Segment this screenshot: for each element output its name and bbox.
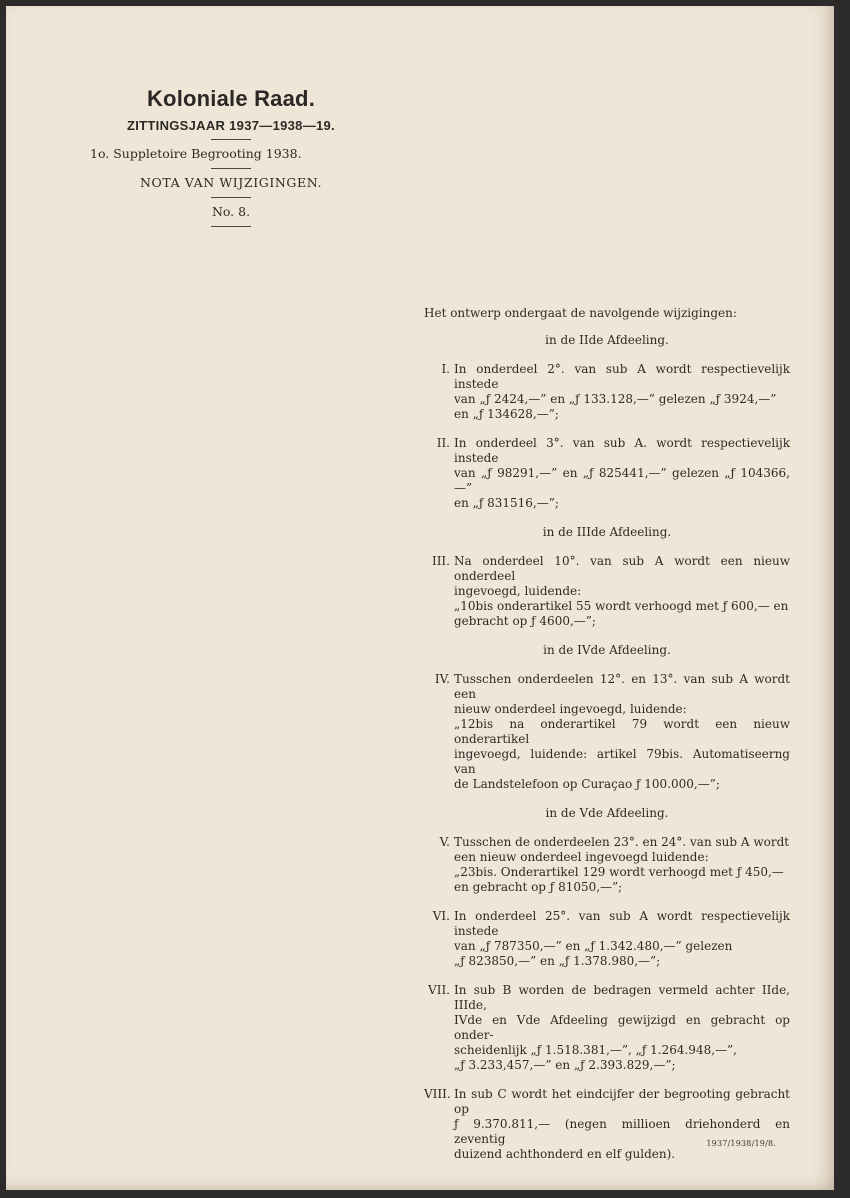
item-line: Tusschen de onderdeelen 23°. en 24°. van sub A wordt bbox=[454, 835, 790, 849]
amendment-sections bbox=[424, 333, 790, 1162]
divider bbox=[211, 168, 251, 169]
item-text bbox=[454, 909, 790, 969]
document-code: 1937/1938/19/8. bbox=[706, 1139, 776, 1148]
item-number: VI. bbox=[432, 909, 450, 923]
amendment-item bbox=[424, 554, 790, 629]
item-line: de Landstelefoon op Curaçao ƒ 100.000,—”; bbox=[454, 777, 720, 791]
item-text bbox=[454, 835, 790, 895]
session-year: ZITTINGSJAAR 1937—1938—19. bbox=[127, 118, 335, 133]
nota-title: NOTA VAN WIJZIGINGEN. bbox=[139, 175, 323, 190]
section-title: in de IIIde Afdeeling. bbox=[542, 525, 672, 539]
intro-text: Het ontwerp ondergaat de navolgende wijzigingen: bbox=[424, 306, 737, 320]
document-body bbox=[424, 306, 790, 1176]
document-number: No. 8. bbox=[211, 204, 251, 219]
item-line: „12bis na onderartikel 79 wordt een nieuw onderartikel bbox=[454, 717, 790, 746]
item-line: een nieuw onderdeel ingevoegd luidende: bbox=[454, 850, 709, 864]
item-line: ingevoegd, luidende: bbox=[454, 584, 582, 598]
item-line: en „ƒ 134628,—”; bbox=[454, 407, 559, 421]
item-line: gebracht op ƒ 4600,—”; bbox=[454, 614, 596, 628]
item-line: In onderdeel 2°. van sub A wordt respectievelijk instede bbox=[454, 362, 790, 391]
item-number: II. bbox=[436, 436, 450, 450]
item-line: „23bis. Onderartikel 129 wordt verhoogd met ƒ 450,— bbox=[454, 865, 784, 879]
section-title: in de IIde Afdeeling. bbox=[545, 333, 669, 347]
item-text bbox=[454, 554, 790, 629]
amendment-item bbox=[424, 436, 790, 511]
item-number: VIII. bbox=[424, 1087, 451, 1101]
item-text bbox=[454, 362, 790, 422]
item-line: duizend achthonderd en elf gulden). bbox=[454, 1147, 676, 1161]
amendment-item bbox=[424, 835, 790, 895]
amendment-item bbox=[424, 909, 790, 969]
divider bbox=[211, 197, 251, 198]
item-number: IV. bbox=[434, 672, 450, 686]
item-line: nieuw onderdeel ingevoegd, luidende: bbox=[454, 702, 687, 716]
item-number: VII. bbox=[428, 983, 450, 997]
item-line: ingevoegd, luidende: artikel 79bis. Automatiseerng van bbox=[454, 747, 790, 776]
item-number: V. bbox=[439, 835, 450, 849]
section-title: in de IVde Afdeeling. bbox=[543, 643, 671, 657]
section-title: in de Vde Afdeeling. bbox=[545, 806, 669, 820]
item-number: I. bbox=[441, 362, 450, 376]
item-text bbox=[454, 1087, 790, 1162]
amendment-item bbox=[424, 983, 790, 1073]
amendment-item bbox=[424, 672, 790, 792]
item-line: In sub C wordt het eindcijfer der begrooting gebracht op bbox=[454, 1087, 790, 1116]
item-line: IVde en Vde Afdeeling gewijzigd en gebracht op onder- bbox=[454, 1013, 790, 1042]
item-text bbox=[454, 983, 790, 1073]
item-line: en gebracht op ƒ 81050,—”; bbox=[454, 880, 623, 894]
item-line: scheidenlijk „ƒ 1.518.381,—”, „ƒ 1.264.948,—”, bbox=[454, 1043, 737, 1057]
item-line: van „ƒ 98291,—” en „ƒ 825441,—” gelezen „ƒ 104366,—” bbox=[454, 466, 790, 495]
item-number: III. bbox=[431, 554, 450, 568]
item-text bbox=[454, 436, 790, 511]
item-line: en „ƒ 831516,—”; bbox=[454, 496, 559, 510]
item-line: „ƒ 823850,—” en „ƒ 1.378.980,—”; bbox=[454, 954, 661, 968]
item-line: Tusschen onderdeelen 12°. en 13°. van sub A wordt een bbox=[454, 672, 790, 701]
document-page bbox=[6, 6, 834, 1190]
document-header bbox=[76, 86, 386, 233]
divider bbox=[211, 226, 251, 227]
item-line: ƒ 9.370.811,— (negen millioen driehonderd en zeventig bbox=[454, 1117, 790, 1146]
divider bbox=[211, 139, 251, 140]
item-line: van „ƒ 787350,—” en „ƒ 1.342.480,—” gelezen bbox=[454, 939, 733, 953]
item-text bbox=[454, 672, 790, 792]
item-line: van „ƒ 2424,—” en „ƒ 133.128,—” gelezen „ƒ 3924,—” bbox=[454, 392, 777, 406]
item-line: In onderdeel 3°. van sub A. wordt respectievelijk instede bbox=[454, 436, 790, 465]
amendment-item bbox=[424, 1087, 790, 1162]
item-line: „ƒ 3.233,457,—” en „ƒ 2.393.829,—”; bbox=[454, 1058, 676, 1072]
item-line: „10bis onderartikel 55 wordt verhoogd met ƒ 600,— en bbox=[454, 599, 789, 613]
item-line: In sub B worden de bedragen vermeld achter IIde, IIIde, bbox=[454, 983, 790, 1012]
budget-title: 1o. Suppletoire Begrooting 1938. bbox=[90, 146, 302, 161]
council-title: Koloniale Raad. bbox=[146, 86, 316, 111]
item-line: Na onderdeel 10°. van sub A wordt een nieuw onderdeel bbox=[454, 554, 790, 583]
amendment-item bbox=[424, 362, 790, 422]
item-line: In onderdeel 25°. van sub A wordt respectievelijk instede bbox=[454, 909, 790, 938]
